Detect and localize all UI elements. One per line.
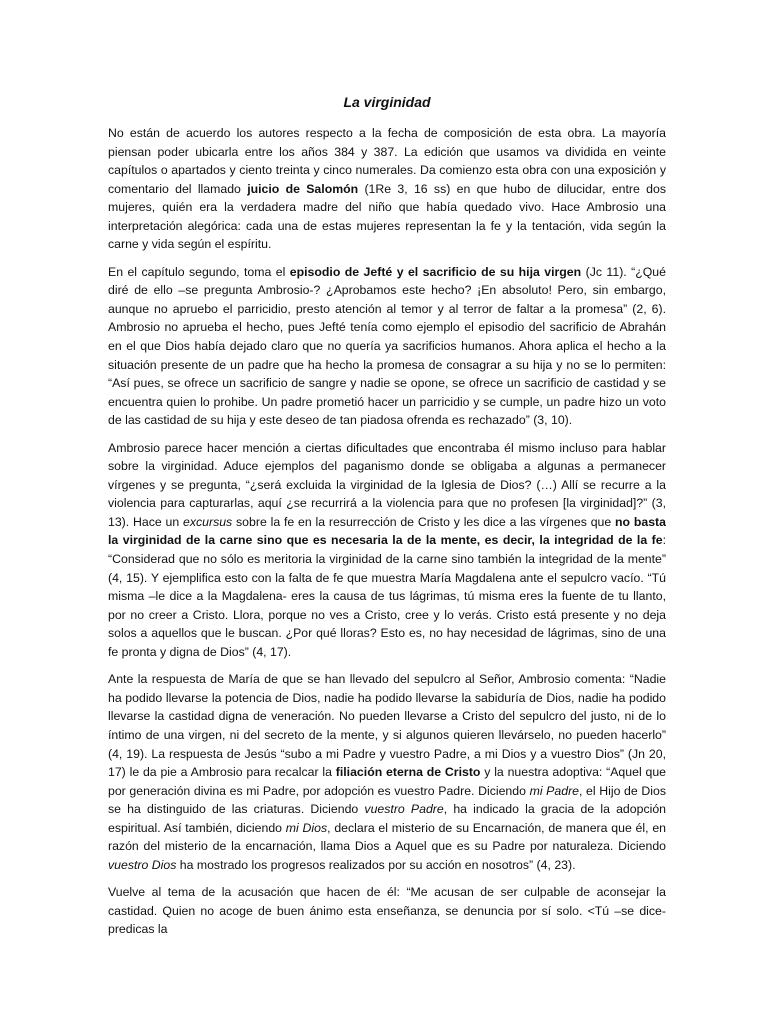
paragraph (108, 670, 666, 874)
italic-text: vuestro Dios (108, 857, 177, 872)
italic-text: mi Dios (285, 820, 328, 835)
bold-text: no basta la virginidad de la carne sino que es necesaria la de la mente, es decir, la integridad de la fe (108, 514, 666, 548)
text-run: y la nuestra adoptiva: “Aquel que por generación divina es mi Padre, por adopción es vuestro Padre. Diciendo (108, 765, 667, 798)
bold-text: episodio de Jefté y el sacrificio de su hija virgen (289, 264, 582, 279)
text-run: sobre la fe en la resurrección de Cristo y les dice a las vírgenes que (232, 514, 616, 529)
italic-text: vuestro Padre (364, 802, 444, 817)
paragraph (108, 263, 666, 430)
bold-text: juicio de Salomón (247, 181, 359, 196)
text-run: Vuelve al tema de la acusación que hacen de él: “Me acusan de ser culpable de aconsejar la castidad. Quien no acoge de buen ánimo esta enseñanza, se denuncia por sí solo. <Tú –se dice- predicas la (108, 885, 666, 937)
text-run: , el Hijo de Dios se ha distinguido de las criaturas. Diciendo (108, 783, 666, 817)
text-run: , declara el misterio de su Encarnación, de manera que él, en razón del misterio de la encarnación, llama Dios a Aquel que es su Padre por naturaleza. Diciendo (108, 820, 666, 854)
text-run: (Jc 11). “¿Qué diré de ello –se pregunta Ambrosio-? ¿Aprobamos este hecho? ¡En absoluto! Pero, sin embargo, aunque no apruebo el parricidio, presto atención al temor y al terror de faltar a la promesa” (2, 6). Ambrosio no aprueba el hecho, pues Jefté tenía como ejemplo el episodio del sacrificio de Abrahán en el que Dios había dejado claro que no quería ya sacrificios humanos. Ahora aplica el hecho a la situación presente de un padre que ha hecho la promesa de consagrar a su hija y no se lo permiten: “Así pues, se ofrece un sacrificio de sangre y nadie se opone, se ofrece un sacrificio de castidad y se encuentra quien lo prohibe. Un padre prometió hacer un parricidio y se cumple, un padre hizo un voto de las castidad de su hija y este deseo de tan piadosa ofrenda es rechazado” (3, 10). (108, 264, 666, 428)
text-run: Ante la respuesta de María de que se han llevado del sepulcro al Señor, Ambrosio comenta: “Nadie ha podido llevarse la potencia de Dios, nadie ha podido llevarse la sabiduría de Dios, nadie ha podido llevarse la castidad digna de veneración. No pueden llevarse a Cristo del sepulcro del justo, ni de lo íntimo de una virgen, ni del secreto de la mente, y si algunos quieren llevárselo, no pueden hacerlo” (4, 19). La respuesta de Jesús “subo a mi Padre y vuestro Padre, a mi Dios y a vuestro Dios” (Jn 20, 17) le da pie a Ambrosio para recalcar la (108, 672, 666, 780)
document-title: La virginidad (343, 94, 431, 110)
bold-text: filiación eterna de Cristo (335, 765, 481, 780)
document-body (108, 124, 666, 939)
text-run: : “Considerad que no sólo es meritoria la virginidad de la carne sino también la integridad de la mente” (4, 15). Y ejemplifica esto con la falta de fe que muestra María Magdalena ante el sepulcro vacío. “Tú misma –le dice a la Magdalena- eres la causa de tus lágrimas, tú misma eres la fuente de tu llanto, por no creer a Cristo. Llora, porque no ves a Cristo, cree y lo verás. Cristo está presente y no deja solos a aquellos que le buscan. ¿Por qué lloras? Esto es, no hay necesidad de lágrimas, sino de una fe pronta y digna de Dios” (4, 17). (108, 533, 666, 659)
paragraph (108, 124, 666, 254)
italic-text: mi Padre (529, 783, 579, 798)
paragraph (108, 883, 666, 939)
italic-text: excursus (183, 514, 233, 529)
paragraph (108, 439, 666, 662)
text-run: Ambrosio parece hacer mención a ciertas dificultades que encontraba él mismo incluso para hablar sobre la virginidad. Aduce ejemplos del paganismo donde se obligaba a algunas a permanecer vírgenes y se pregunta, “¿será excluida la virginidad de la Iglesia de Dios? (…) Allí se recurre a la violencia para capturarlas, aquí ¿se recurrirá a la violencia para que no profesen [la virginidad]?” (3, 13). Hace un (108, 440, 666, 529)
text-run: No están de acuerdo los autores respecto a la fecha de composición de esta obra. La mayoría piensan poder ubicarla entre los años 384 y 387. La edición que usamos va dividida en veinte capítulos o apartados y ciento treinta y cinco numerales. Da comienzo esta obra con una exposición y comentario del llamado (108, 126, 666, 196)
text-run: ha mostrado los progresos realizados por su acción en nosotros” (4, 23). (176, 857, 576, 872)
text-run: (1Re 3, 16 ss) en que hubo de dilucidar, entre dos mujeres, quién era la verdadera madre del niño que había quedado vivo. Hace Ambrosio una interpretación alegórica: cada una de estas mujeres representan la fe y la tentación, vida según la carne y vida según el espíritu. (108, 181, 666, 252)
text-run: En el capítulo segundo, toma el (108, 264, 290, 279)
text-run: , ha indicado la gracia de la adopción espiritual. Así también, diciendo (108, 802, 666, 835)
